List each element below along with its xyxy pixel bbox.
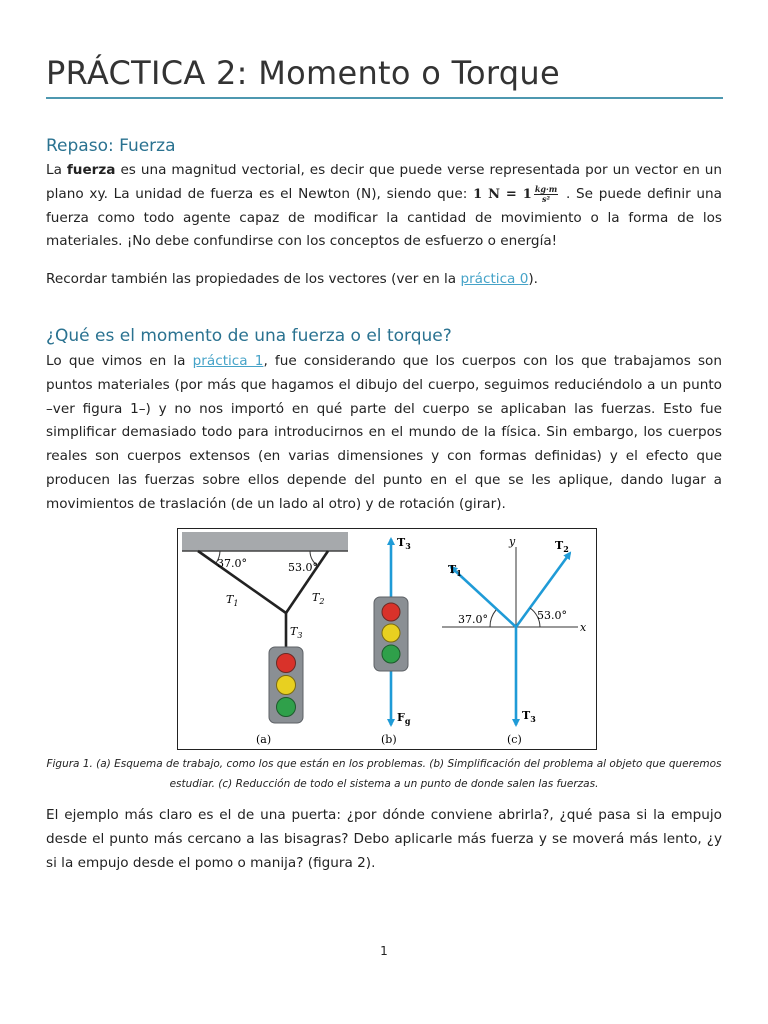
formula-fraction [534,185,558,204]
section-heading-torque: ¿Qué es el momento de una fuerza o el torque? [46,326,452,346]
ceiling [182,532,348,551]
label-t3: $T_3$ [290,625,303,640]
angle-label-c-37: 37.0° [458,613,488,626]
link-practica-1[interactable]: práctica 1 [192,353,264,369]
newton-formula [473,183,560,204]
angle-arc-c-left [490,610,496,627]
text-span: es una magnitud vectorial, es decir que puede verse representada por un vector en un plano xy. La unidad de fuerza es el Newton (N), siendo que: [46,162,722,202]
axis-y-label: y [509,535,516,548]
figure-caption: Figura 1. (a) Esquema de trabajo, como los que están en los problemas. (b) Simplificación del problema al objeto que queremos estudiar. (c) Reducción de todo el sistema a un punto de donde salen las fuerzas. [46,758,722,790]
label-vec-t2: $T_2$ [555,539,569,554]
angle-label-37: 37.0° [217,557,247,570]
text-span: , fue considerando que los cuerpos con los que trabajamos son puntos materiales (por más que hagamos el dibujo del cuerpo, seguimos reduciéndolo a un punto –ver figura 1–) y no nos importó en qué parte del cuerpo se aplicaban las fuerzas. Esto fue simplificar demasiado todo para introducirnos en el mundo de la física. Sin embargo, los cuerpos reales son cuerpos extensos (en varias dimensiones y con formas definidas) y el efecto que producen las fuerzas sobre ellos depende del punto en el que se les aplique, dando lugar a movimientos de traslación (de un lado al otro) y de rotación (girar). [46,353,722,512]
text-span: La [46,162,67,178]
text-span: Lo que vimos en la [46,353,193,369]
figure-1-illustration [178,529,596,749]
paragraph-fuerza [46,159,722,254]
formula-denominator: s² [542,193,551,204]
text-span: Recordar también las propiedades de los vectores (ver en la [46,271,461,287]
text-span: . Se puede definir una fuerza como todo agente capaz de modificar la cantidad de movimiento o la forma de los materiales. ¡No debe confundirse con los conceptos de esfuerzo o energía! [46,185,722,250]
section-heading-fuerza: Repaso: Fuerza [46,136,176,156]
bold-term-fuerza: fuerza [66,162,116,178]
label-t2: $T_2$ [312,591,325,606]
page-number: 1 [380,944,388,958]
label-t1: $T_1$ [226,593,239,608]
panel-a [182,532,348,746]
figure-1 [177,528,597,750]
panel-label-a: (a) [256,733,272,746]
paragraph-torque [46,350,722,517]
label-vec-fg: $F_g$ [397,711,411,726]
paragraph-puerta: El ejemplo más claro es el de una puerta: ¿por dónde conviene abrirla?, ¿qué pasa si la empujo desde el punto más cercano a las bisagras? Debo aplicarle más fuerza y se moverá más lento, ¿y si la empujo desde el pomo o manija? (figura 2). [46,807,722,871]
panel-label-c: (c) [507,733,522,746]
panel-b [374,536,411,746]
traffic-light-a [269,647,303,723]
formula-numerator: kg·m [534,183,558,194]
panel-label-b: (b) [381,733,397,746]
panel-c [442,535,587,746]
text-span: ). [528,271,538,287]
traffic-light-b [374,597,408,671]
link-practica-0[interactable]: práctica 0 [460,271,529,287]
formula-lhs: 1 N = 1 [473,186,532,202]
label-vec-t1: $T_1$ [448,563,462,578]
title-divider [46,97,723,99]
angle-label-c-53: 53.0° [537,609,567,622]
angle-label-53: 53.0° [288,561,318,574]
label-vec-t3-c: $T_3$ [522,709,536,724]
page-title: PRÁCTICA 2: Momento o Torque [46,54,560,92]
axis-x-label: x [580,621,587,634]
paragraph-vectores [46,268,722,292]
label-vec-t3: $T_3$ [397,536,411,551]
